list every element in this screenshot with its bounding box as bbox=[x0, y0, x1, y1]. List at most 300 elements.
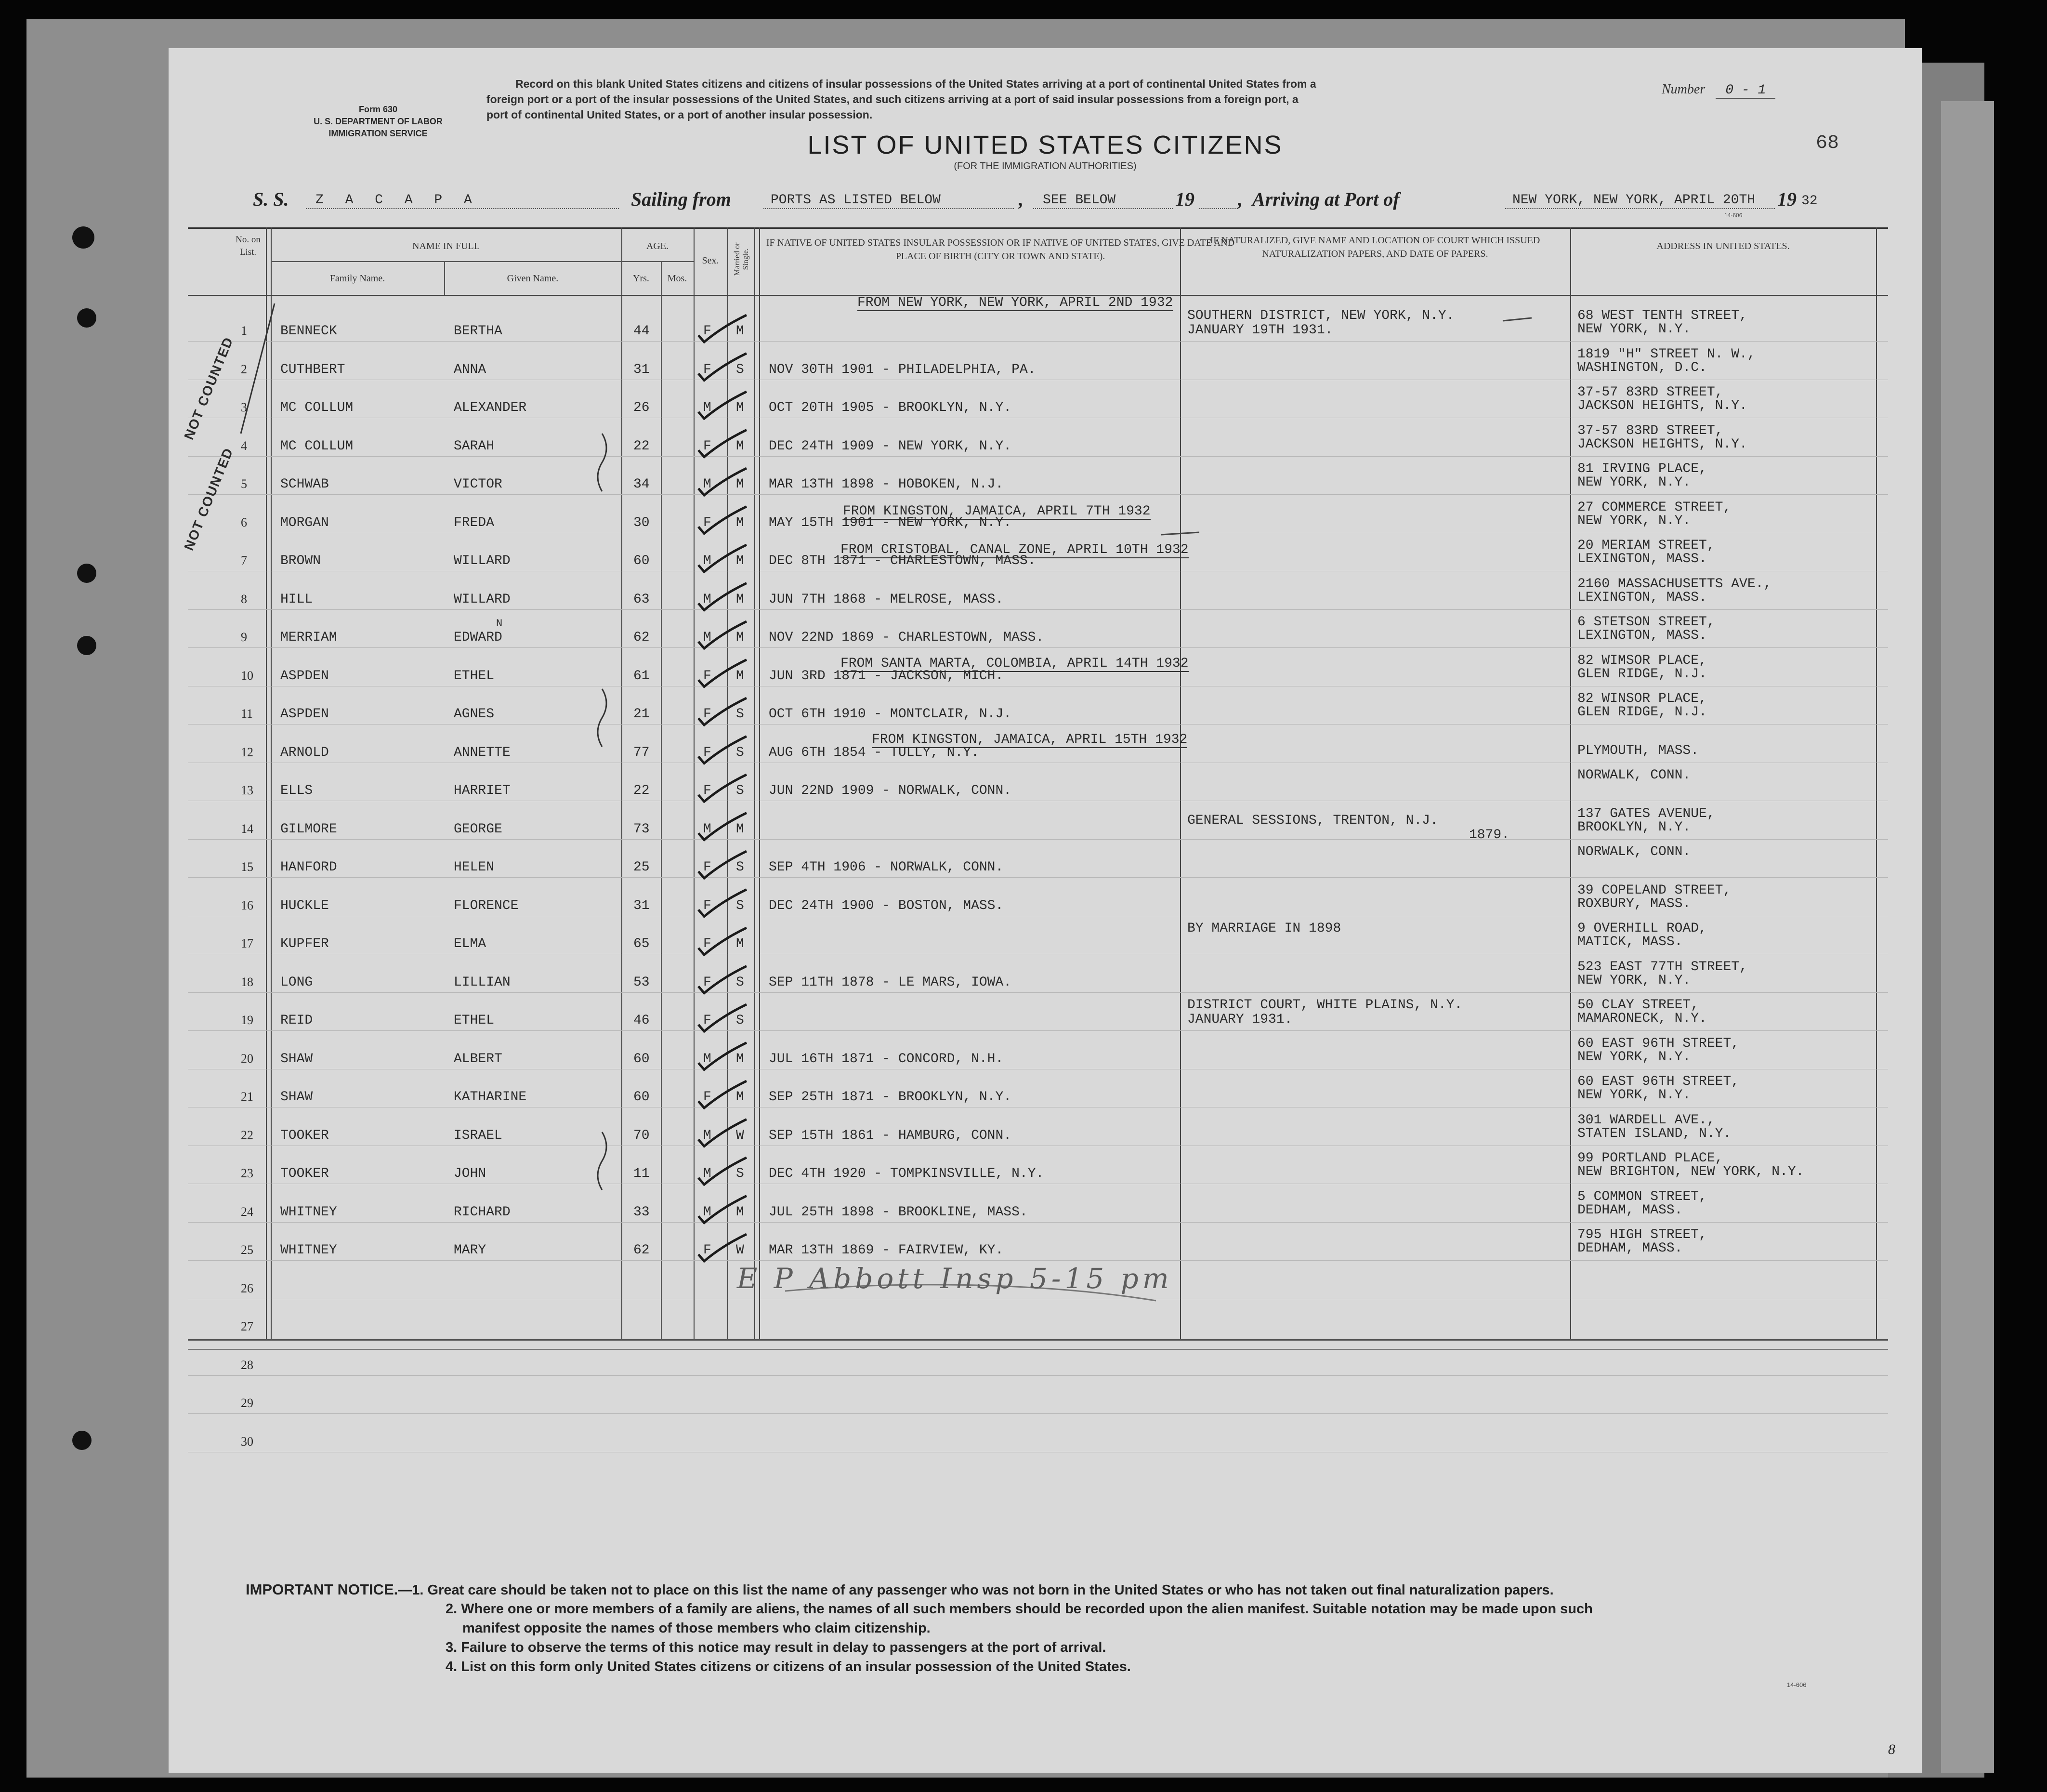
binder-hole bbox=[77, 308, 96, 328]
sex: M bbox=[703, 1128, 711, 1143]
row-number: 21 bbox=[241, 1090, 253, 1104]
given-name: WILLARD bbox=[454, 553, 511, 568]
important-notice: IMPORTANT NOTICE.—1. Great care should be taken not to place on this list the name of any passenger who was not born in the United States or who has not taken out final naturalization papers. 2. Where one or more members of a family are aliens, the names of all such members should be recorded upon the alien manifest. Suitable notation may be made upon such manifest opposite the names of those members who claim citizenship. 3. Failure to observe the terms of this notice may result in delay to passengers at the port of arrival. 4. List on this form only United States citizens or citizens of an insular possession of the United States. bbox=[246, 1581, 1593, 1674]
family-name: HILL bbox=[280, 592, 313, 607]
naturalization-date: JANUARY 1931. bbox=[1187, 1012, 1293, 1027]
marital-status: W bbox=[736, 1243, 744, 1258]
sex: F bbox=[703, 745, 711, 760]
row-number: 17 bbox=[241, 936, 253, 950]
birth-date-place: MAR 13TH 1869 - FAIRVIEW, KY. bbox=[769, 1243, 1004, 1258]
check-marks bbox=[698, 315, 747, 1261]
age-years: 77 bbox=[633, 745, 650, 760]
instructions: Record on this blank United States citizens and citizens of insular possessions of the United States arriving at a port of continental United States from a foreign port or a port of the insular possessions of the United States, and such citizens arriving at a port of said insular possessions from a foreign port, a port of continental United States, or a port of another insular possession. bbox=[486, 78, 1316, 121]
address-city: NEW YORK, N.Y. bbox=[1577, 475, 1691, 490]
address-city: GLEN RIDGE, N.J. bbox=[1577, 705, 1707, 720]
row-number: 15 bbox=[241, 860, 253, 874]
marital-status: M bbox=[736, 553, 744, 568]
check-mark bbox=[698, 660, 747, 687]
given-name: VICTOR bbox=[454, 477, 502, 492]
sex: M bbox=[703, 1166, 711, 1181]
arrival-port: NEW YORK, NEW YORK, APRIL 20TH bbox=[1512, 193, 1756, 208]
age-years: 63 bbox=[633, 592, 650, 607]
marital-status: S bbox=[736, 362, 744, 377]
birth-date-place: DEC 24TH 1909 - NEW YORK, N.Y. bbox=[769, 438, 1012, 454]
birth-date-place: DEC 8TH 1871 - CHARLESTOWN, MASS. bbox=[769, 553, 1036, 568]
sex: M bbox=[703, 553, 711, 568]
row-number: 24 bbox=[241, 1204, 253, 1219]
naturalization-court: SOUTHERN DISTRICT, NEW YORK, N.Y. bbox=[1187, 308, 1455, 323]
notice-code: 14-606 bbox=[1787, 1681, 1807, 1688]
row-number: 26 bbox=[241, 1281, 253, 1295]
address-street: 1819 "H" STREET N. W., bbox=[1577, 346, 1756, 362]
marital-status: S bbox=[736, 898, 744, 913]
check-mark bbox=[698, 315, 747, 342]
row-number: 22 bbox=[241, 1128, 253, 1142]
sex: F bbox=[703, 936, 711, 951]
marital-status: M bbox=[736, 630, 744, 645]
check-mark bbox=[698, 813, 747, 840]
sex: F bbox=[703, 975, 711, 990]
birth-date-place: SEP 11TH 1878 - LE MARS, IOWA. bbox=[769, 975, 1012, 990]
marital-status: S bbox=[736, 1013, 744, 1028]
birth-date-place: SEP 15TH 1861 - HAMBURG, CONN. bbox=[769, 1128, 1012, 1143]
address-street: 2160 MASSACHUSETTS AVE., bbox=[1577, 576, 1772, 592]
binder-hole bbox=[77, 636, 96, 655]
check-mark bbox=[698, 583, 747, 610]
row-number: 5 bbox=[241, 477, 247, 491]
check-mark bbox=[698, 1158, 747, 1185]
address-street: 68 WEST TENTH STREET, bbox=[1577, 308, 1747, 323]
naturalization-court: GENERAL SESSIONS, TRENTON, N.J. bbox=[1187, 813, 1438, 828]
check-mark bbox=[698, 698, 747, 725]
marital-status: M bbox=[736, 400, 744, 415]
age-years: 25 bbox=[633, 860, 650, 875]
row-number: 9 bbox=[241, 630, 247, 644]
birth-date-place: MAR 13TH 1898 - HOBOKEN, N.J. bbox=[769, 477, 1004, 492]
address-city: MAMARONECK, N.Y. bbox=[1577, 1011, 1707, 1026]
address-street: 82 WINSOR PLACE, bbox=[1577, 691, 1707, 706]
given-name: ANNETTE bbox=[454, 745, 511, 760]
marital-status: M bbox=[736, 936, 744, 951]
check-mark bbox=[698, 851, 747, 878]
age-years: 53 bbox=[633, 975, 650, 990]
given-name: SARAH bbox=[454, 438, 495, 454]
family-name: ASPDEN bbox=[280, 668, 329, 684]
check-mark bbox=[698, 392, 747, 419]
address-city: DEDHAM, MASS. bbox=[1577, 1241, 1683, 1256]
age-years: 33 bbox=[633, 1204, 650, 1220]
binder-hole bbox=[72, 1431, 92, 1450]
arrow-mark bbox=[1503, 318, 1532, 321]
family-name: REID bbox=[280, 1013, 313, 1028]
row-number: 13 bbox=[241, 783, 253, 797]
header-family-name: Family Name. bbox=[329, 273, 385, 284]
header-sex: Sex. bbox=[702, 255, 719, 266]
sex: F bbox=[703, 362, 711, 377]
row-number: 19 bbox=[241, 1013, 253, 1027]
marital-status: S bbox=[736, 860, 744, 875]
sex: F bbox=[703, 438, 711, 454]
sailing-date: SEE BELOW bbox=[1043, 193, 1116, 208]
given-name: HELEN bbox=[454, 860, 495, 875]
address-street: NORWALK, CONN. bbox=[1577, 844, 1691, 859]
header-address: ADDRESS IN UNITED STATES. bbox=[1656, 241, 1790, 251]
marital-status: M bbox=[736, 438, 744, 454]
given-name: ALBERT bbox=[454, 1051, 502, 1067]
given-name: GEORGE bbox=[454, 821, 502, 837]
check-mark bbox=[698, 1004, 747, 1031]
sex: M bbox=[703, 821, 711, 837]
marital-status: M bbox=[736, 324, 744, 339]
family-name: GILMORE bbox=[280, 821, 337, 837]
family-name: ARNOLD bbox=[280, 745, 329, 760]
binder-hole bbox=[72, 226, 94, 249]
sex: F bbox=[703, 324, 711, 339]
row-number: 12 bbox=[241, 745, 253, 759]
address-city: NEW YORK, N.Y. bbox=[1577, 1049, 1691, 1065]
birth-date-place: OCT 6TH 1910 - MONTCLAIR, N.J. bbox=[769, 707, 1012, 722]
family-name: WHITNEY bbox=[280, 1243, 337, 1258]
birth-date-place: NOV 22ND 1869 - CHARLESTOWN, MASS. bbox=[769, 630, 1044, 645]
sex: F bbox=[703, 668, 711, 684]
row-number: 25 bbox=[241, 1243, 253, 1257]
address-city: ROXBURY, MASS. bbox=[1577, 896, 1691, 911]
birth-date-place: JUN 7TH 1868 - MELROSE, MASS. bbox=[769, 592, 1004, 607]
check-mark bbox=[698, 430, 747, 457]
check-mark bbox=[698, 354, 747, 381]
section-kingston-15: FROM KINGSTON, JAMAICA, APRIL 15TH 1932 bbox=[872, 732, 1188, 747]
sex: F bbox=[703, 1243, 711, 1258]
naturalization-court: BY MARRIAGE IN 1898 bbox=[1187, 921, 1341, 936]
family-name: ASPDEN bbox=[280, 707, 329, 722]
address-street: 6 STETSON STREET, bbox=[1577, 615, 1715, 630]
sex: F bbox=[703, 515, 711, 530]
ship-name: Z A C A P A bbox=[315, 193, 479, 208]
department: U. S. DEPARTMENT OF LABOR bbox=[314, 117, 443, 126]
age-years: 31 bbox=[633, 898, 650, 913]
header-name-in-full: NAME IN FULL bbox=[412, 241, 480, 251]
family-name: CUTHBERT bbox=[280, 362, 345, 377]
address-city: NEW YORK, N.Y. bbox=[1577, 1088, 1691, 1103]
given-name: JOHN bbox=[454, 1166, 486, 1181]
family-name: BROWN bbox=[280, 553, 321, 568]
given-name: ALEXANDER bbox=[454, 400, 527, 415]
given-name: HARRIET bbox=[454, 783, 511, 798]
address-street: 137 GATES AVENUE, bbox=[1577, 806, 1715, 821]
given-name: ANNA bbox=[454, 362, 486, 377]
section-cristobal: FROM CRISTOBAL, CANAL ZONE, APRIL 10TH 1932 bbox=[840, 542, 1189, 557]
address-street: 50 CLAY STREET, bbox=[1577, 998, 1699, 1013]
header-yrs: Yrs. bbox=[633, 273, 649, 284]
header-no: No. on List. bbox=[236, 235, 261, 257]
inspector-signature: E P Abbott Insp 5-15 pm bbox=[737, 1262, 1173, 1295]
row-number: 4 bbox=[241, 438, 247, 453]
family-brace bbox=[598, 434, 606, 491]
address-street: 37-57 83RD STREET, bbox=[1577, 385, 1723, 400]
given-name: FREDA bbox=[454, 515, 495, 530]
given-name: EDWARD bbox=[454, 630, 502, 645]
row-number: 29 bbox=[241, 1396, 253, 1410]
sex: M bbox=[703, 1204, 711, 1220]
family-name: SCHWAB bbox=[280, 477, 329, 492]
birth-date-place: SEP 25TH 1871 - BROOKLYN, N.Y. bbox=[769, 1090, 1012, 1105]
marital-status: S bbox=[736, 745, 744, 760]
marital-status: S bbox=[736, 975, 744, 990]
page-number: 68 bbox=[1816, 132, 1839, 154]
family-name: HUCKLE bbox=[280, 898, 329, 913]
age-years: 26 bbox=[633, 400, 650, 415]
sex: M bbox=[703, 630, 711, 645]
age-years: 60 bbox=[633, 553, 650, 568]
row-number: 18 bbox=[241, 975, 253, 989]
sex: F bbox=[703, 860, 711, 875]
age-years: 65 bbox=[633, 936, 650, 951]
birth-date-place: AUG 6TH 1854 - TULLY, N.Y. bbox=[769, 745, 979, 760]
header-age: AGE. bbox=[646, 241, 669, 251]
service: IMMIGRATION SERVICE bbox=[328, 129, 428, 138]
form-sheet: Form 630 U. S. DEPARTMENT OF LABOR IMMIGRATION SERVICE Record on this blank United States citizens and citizens of insular possessions of the United States arriving at a port of continental United States from a foreign port or a port of the insular possessions of the United States, and such citizens arriving at a port of said insular possessions from a foreign port, a port of continental United States, or a port of another insular possession. Number 0 - 1 LIST OF UNITED STATES CITIZENS (FOR THE IMMIGRATION AUTHORITIES) 68 S. S. Z A C A P A Sailing from PORTS AS LISTED BELOW , SEE BELOW 19 , Arriving at Port of NEW YORK, NEW YORK, APRIL 20TH 19 32 14-606 No. on List. NAME IN FULL Family Name. Given Name. AGE. Yrs. Mos. Sex. Married or Single. IF NATIVE OF UNITED STATES INSULAR POSSESSION OR IF NATIVE OF UNITED STATES, GIVE DATE AND PLACE OF BIRTH (CITY OR TOWN AND STATE). IF NATURALIZED, GIVE NAME AND LOCATION OF COURT WHICH ISSUED NATURALIZATION PAPERS, AND DATE OF PAPERS. ADDRESS IN UNITED STATES. FROM NEW YORK, NEW YORK, APRIL 2ND 1932 FROM KINGSTON, JAMAICA, APRIL 7TH 1932 FROM CRISTOBAL, CANAL ZONE, APRIL 10TH 1932 FROM SANTA MARTA, COLOMBIA, APRIL 14TH 1932 FROM KINGSTON, JAMAICA, APRIL 15TH 1932 1 BENNECK BERTHA 44 F M SOUTHERN DISTRICT, NEW YORK, N.Y. JANUARY 19TH 1931. 68 WEST TENTH STREET, NEW YORK, N.Y. 2 CUTHBERT ANNA 31 F S NOV 30TH 1901 - PHILADELPHIA, PA. 1819 "H" STREET N. W., WASHINGTON, D.C. 3 MC COLLUM ALEXANDER 26 M M OCT 20TH 1905 - BROOKLYN, N.Y. 37-57 83RD STREET, JACKSON HEIGHTS, N.Y. 4 MC COLLUM SARAH 22 F M DEC 24TH 1909 - NEW YORK, N.Y. 37-57 83RD STREET, JACKSON HEIGHTS, N.Y. 5 SCHWAB VICTOR 34 M M MAR 13TH 1898 - HOBOKEN, N.J. 81 IRVING PLACE, NEW YORK, N.Y. 6 MORGAN FREDA 30 F M MAY 15TH 1901 - NEW YORK, N.Y. 27 COMMERCE STREET, NEW YORK, N.Y. 7 BROWN WILLARD 60 M M DEC 8TH 1871 - CHARLESTOWN, MASS. 20 MERIAM STREET, LEXINGTON, MASS. 8 HILL WILLARD 63 M M JUN 7TH 1868 - MELROSE, MASS. 2160 MASSACHUSETTS AVE., LEXINGTON, MASS. 9 MERRIAM EDWARD 62 M M NOV 22ND 1869 - CHARLESTOWN, MASS. N 6 STETSON STREET, LEXINGTON, MASS. 10 ASPDEN ETHEL 61 F M JUN 3RD 1871 - JACKSON, MICH. 82 WIMSOR PLACE, GLEN RIDGE, N.J. 11 ASPDEN AGNES 21 F S OCT 6TH 1910 - MONTCLAIR, N.J. 82 WINSOR PLACE, GLEN RIDGE, N.J. 12 ARNOLD ANNETTE 77 F S AUG 6TH 1854 - TULLY, N.Y. PLYMOUTH, MASS. 13 ELLS HARRIET 22 F S JUN 22ND 1909 - NORWALK, CONN. NORWALK, CONN. 14 GILMORE GEORGE 73 M M GENERAL SESSIONS, TRENTON, N.J. 1879. 137 GATES AVENUE, BROOKLYN, N.Y. 15 HANFORD HELEN 25 F S SEP 4TH 1906 - NORWALK, CONN. NORWALK, CONN. 16 HUCKLE FLORENCE 31 F S DEC 24TH 1900 - BOSTON, MASS. 39 COPELAND STREET, ROXBURY, MASS. 17 KUPFER ELMA 65 F M BY MARRIAGE IN 1898 9 OVERHILL ROAD, MATICK, MASS. 18 LONG LILLIAN 53 F S SEP 11TH 1878 - LE MARS, IOWA. 523 EAST 77TH STREET, NEW YORK, N.Y. 19 REID ETHEL 46 F S DISTRICT COURT, WHITE PLAINS, N.Y. JANUARY 1931. 50 CLAY STREET, MAMARONECK, N.Y. 20 SHAW ALBERT 60 M M JUL 16TH 1871 - CONCORD, N.H. 60 EAST 96TH STREET, NEW YORK, N.Y. 21 SHAW KATHARINE 60 F M SEP 25TH 1871 - BROOKLYN, N.Y. 60 EAST 96TH STREET, NEW YORK, N.Y. 22 TOOKER ISRAEL 70 M W SEP 15TH 1861 - HAMBURG, CONN. 301 WARDELL AVE., STATEN ISLAND, N.Y. 23 TOOKER JOHN 11 M S DEC 4TH 1920 - TOMPKINSVILLE, N.Y. 99 PORTLAND PLACE, NEW BRIGHTON, NEW YORK, N.Y. 24 WHITNEY RICHARD 33 M M JUL 25TH 1898 - BROOKLINE, MASS. 5 COMMON STREET, DEDHAM, MASS. 25 WHITNEY MARY 62 F W MAR 13TH 1869 - FAIRVIEW, KY. 795 HIGH STREET, DEDHAM, MASS. 26 27 28 29 30 NOT COUNTED NOT COUNTED E P Abbott Insp 5-15 pm IMPORTANT NOTICE.—1. Great care should be taken not to place on this list the name of any passenger who was not born in the United States or who has not taken out final naturalization papers. 2. Where one or more members of a family are aliens, the names of all such members should be recorded upon the alien manifest. Suitable notation may be made upon such manifest opposite the names of those members who claim citizenship. 3. Failure to observe the terms of this notice may result in delay to passengers at the port of arrival. 4. List on this form only United States citizens or citizens of an insular possession of the United States. 14-606 8 bbox=[169, 48, 1922, 1773]
family-name: SHAW bbox=[280, 1051, 313, 1067]
section-kingston-7: FROM KINGSTON, JAMAICA, APRIL 7TH 1932 bbox=[843, 504, 1151, 519]
age-years: 60 bbox=[633, 1090, 650, 1105]
age-years: 44 bbox=[633, 324, 650, 339]
row-number: 30 bbox=[241, 1434, 253, 1449]
address-city: GLEN RIDGE, N.J. bbox=[1577, 666, 1707, 682]
row-number: 6 bbox=[241, 515, 247, 529]
check-mark bbox=[698, 1196, 747, 1223]
address-street: NORWALK, CONN. bbox=[1577, 768, 1691, 783]
address-city: DEDHAM, MASS. bbox=[1577, 1202, 1683, 1218]
bracket-mark bbox=[241, 303, 275, 434]
marital-status: M bbox=[736, 1204, 744, 1220]
form-number: Form 630 bbox=[358, 105, 398, 114]
family-name: MC COLLUM bbox=[280, 438, 354, 454]
address-street: 27 COMMERCE STREET, bbox=[1577, 500, 1732, 515]
birth-date-place: NOV 30TH 1901 - PHILADELPHIA, PA. bbox=[769, 362, 1036, 377]
address-street: 523 EAST 77TH STREET, bbox=[1577, 959, 1747, 975]
marital-status: S bbox=[736, 783, 744, 798]
address-street: 60 EAST 96TH STREET, bbox=[1577, 1036, 1740, 1051]
row-number: 16 bbox=[241, 898, 253, 912]
family-name: WHITNEY bbox=[280, 1204, 337, 1220]
row-number: 10 bbox=[241, 668, 253, 683]
sex: M bbox=[703, 592, 711, 607]
address-city: NEW YORK, N.Y. bbox=[1577, 513, 1691, 528]
page-subtitle: (FOR THE IMMIGRATION AUTHORITIES) bbox=[954, 161, 1137, 171]
age-years: 21 bbox=[633, 707, 650, 722]
given-name: WILLARD bbox=[454, 592, 511, 607]
given-name: FLORENCE bbox=[454, 898, 519, 913]
naturalization-court: DISTRICT COURT, WHITE PLAINS, N.Y. bbox=[1187, 998, 1463, 1013]
sex: M bbox=[703, 1051, 711, 1067]
check-mark bbox=[698, 890, 747, 917]
address-city: LEXINGTON, MASS. bbox=[1577, 628, 1707, 643]
check-mark bbox=[698, 737, 747, 764]
check-mark bbox=[698, 1081, 747, 1108]
given-name: LILLIAN bbox=[454, 975, 511, 990]
family-name: TOOKER bbox=[280, 1166, 329, 1181]
binder-hole bbox=[77, 564, 96, 583]
not-counted-stamp: NOT COUNTED bbox=[181, 334, 236, 442]
header-native: IF NATIVE OF UNITED STATES INSULAR POSSESSION OR IF NATIVE OF UNITED STATES, GIVE DATE AND PLACE OF BIRTH (CITY OR TOWN AND STATE). bbox=[766, 237, 1235, 262]
row-number: 7 bbox=[241, 553, 247, 567]
age-years: 22 bbox=[633, 438, 650, 454]
marital-status: M bbox=[736, 1090, 744, 1105]
given-name: ISRAEL bbox=[454, 1128, 502, 1143]
family-name: LONG bbox=[280, 975, 313, 990]
given-name: MARY bbox=[454, 1243, 486, 1258]
marital-status: W bbox=[736, 1128, 744, 1143]
row-number: 28 bbox=[241, 1357, 253, 1372]
check-mark bbox=[698, 775, 747, 802]
birth-date-place: SEP 4TH 1906 - NORWALK, CONN. bbox=[769, 860, 1004, 875]
row-number: 23 bbox=[241, 1166, 253, 1180]
address-street: 99 PORTLAND PLACE, bbox=[1577, 1151, 1723, 1166]
address-city: NEW YORK, N.Y. bbox=[1577, 973, 1691, 988]
family-name: SHAW bbox=[280, 1090, 313, 1105]
family-name: MERRIAM bbox=[280, 630, 337, 645]
check-mark bbox=[698, 1120, 747, 1146]
row-number: 2 bbox=[241, 362, 247, 376]
naturalization-date: 1879. bbox=[1469, 827, 1510, 843]
family-name: MC COLLUM bbox=[280, 400, 354, 415]
address-street: 301 WARDELL AVE., bbox=[1577, 1112, 1715, 1128]
check-mark bbox=[698, 468, 747, 495]
sailing-from: PORTS AS LISTED BELOW bbox=[771, 193, 941, 208]
birth-date-place: DEC 24TH 1900 - BOSTON, MASS. bbox=[769, 898, 1004, 913]
marital-status: M bbox=[736, 592, 744, 607]
family-name: ELLS bbox=[280, 783, 313, 798]
check-mark bbox=[698, 966, 747, 993]
age-years: 22 bbox=[633, 783, 650, 798]
address-city: JACKSON HEIGHTS, N.Y. bbox=[1577, 436, 1747, 452]
address-city: NEW YORK, N.Y. bbox=[1577, 322, 1691, 337]
age-years: 30 bbox=[633, 515, 650, 530]
address-street: 20 MERIAM STREET, bbox=[1577, 538, 1715, 553]
check-mark bbox=[698, 1043, 747, 1070]
address-city: NEW BRIGHTON, NEW YORK, N.Y. bbox=[1577, 1164, 1804, 1179]
age-years: 11 bbox=[633, 1166, 650, 1181]
list-number: Number 0 - 1 bbox=[1662, 82, 1775, 98]
header-mos: Mos. bbox=[667, 273, 687, 284]
birth-date-place: DEC 4TH 1920 - TOMPKINSVILLE, N.Y. bbox=[769, 1166, 1044, 1181]
address-street: 39 COPELAND STREET, bbox=[1577, 883, 1732, 898]
sex: F bbox=[703, 1013, 711, 1028]
family-brace bbox=[598, 689, 606, 747]
address-street: 81 IRVING PLACE, bbox=[1577, 461, 1707, 476]
age-years: 34 bbox=[633, 477, 650, 492]
header-marital: Married or Single. bbox=[733, 242, 750, 276]
birth-date-place: JUL 25TH 1898 - BROOKLINE, MASS. bbox=[769, 1204, 1028, 1220]
row-number: 20 bbox=[241, 1051, 253, 1066]
check-mark bbox=[698, 545, 747, 572]
given-name: ETHEL bbox=[454, 668, 495, 684]
birth-date-place: JUN 22ND 1909 - NORWALK, CONN. bbox=[769, 783, 1012, 798]
address-city: WASHINGTON, D.C. bbox=[1577, 360, 1707, 375]
family-name: TOOKER bbox=[280, 1128, 329, 1143]
address-city: STATEN ISLAND, N.Y. bbox=[1577, 1126, 1732, 1141]
check-mark bbox=[698, 1234, 747, 1261]
family-name: KUPFER bbox=[280, 936, 329, 951]
age-years: 31 bbox=[633, 362, 650, 377]
address-city: LEXINGTON, MASS. bbox=[1577, 590, 1707, 605]
given-name: AGNES bbox=[454, 707, 495, 722]
address-city: LEXINGTON, MASS. bbox=[1577, 552, 1707, 567]
page-title: LIST OF UNITED STATES CITIZENS bbox=[807, 131, 1283, 159]
marital-status: M bbox=[736, 477, 744, 492]
check-mark bbox=[698, 507, 747, 534]
sex: F bbox=[703, 783, 711, 798]
marital-status: M bbox=[736, 515, 744, 530]
sex: F bbox=[703, 1090, 711, 1105]
row-number: 27 bbox=[241, 1319, 253, 1333]
birth-date-place: JUN 3RD 1871 - JACKSON, MICH. bbox=[769, 668, 1004, 684]
family-name: MORGAN bbox=[280, 515, 329, 530]
arrow-mark bbox=[1161, 532, 1199, 535]
age-years: 73 bbox=[633, 821, 650, 837]
annotation-layer bbox=[169, 48, 1922, 1773]
address-street: 5 COMMON STREET, bbox=[1577, 1189, 1707, 1204]
sex: F bbox=[703, 898, 711, 913]
address-street: 9 OVERHILL ROAD, bbox=[1577, 921, 1707, 936]
address-street: 82 WIMSOR PLACE, bbox=[1577, 653, 1707, 668]
section-new-york: FROM NEW YORK, NEW YORK, APRIL 2ND 1932 bbox=[857, 295, 1173, 310]
age-years: 61 bbox=[633, 668, 650, 684]
header-given-name: Given Name. bbox=[507, 273, 559, 284]
sex: M bbox=[703, 477, 711, 492]
marital-status: S bbox=[736, 1166, 744, 1181]
age-years: 60 bbox=[633, 1051, 650, 1067]
address-street: 795 HIGH STREET, bbox=[1577, 1227, 1707, 1242]
sex: M bbox=[703, 400, 711, 415]
address-street: 60 EAST 96TH STREET, bbox=[1577, 1074, 1740, 1089]
given-name: RICHARD bbox=[454, 1204, 511, 1220]
given-name: ELMA bbox=[454, 936, 486, 951]
given-name: BERTHA bbox=[454, 324, 502, 339]
voyage-line: S. S. Z A C A P A Sailing from PORTS AS LISTED BELOW , SEE BELOW 19 , Arriving at Port of NEW YORK, NEW YORK, APRIL 20TH 19 32 bbox=[253, 188, 1818, 210]
row-number: 14 bbox=[241, 821, 253, 836]
given-name: ETHEL bbox=[454, 1013, 495, 1028]
marital-status: S bbox=[736, 707, 744, 722]
address-city: PLYMOUTH, MASS. bbox=[1577, 743, 1699, 758]
birth-date-place: OCT 20TH 1905 - BROOKLYN, N.Y. bbox=[769, 400, 1012, 415]
sheet-number: 8 bbox=[1888, 1741, 1895, 1757]
check-mark bbox=[698, 621, 747, 648]
row-number: 1 bbox=[241, 324, 247, 338]
row-number: 3 bbox=[241, 400, 247, 414]
age-years: 46 bbox=[633, 1013, 650, 1028]
back-page-right-2 bbox=[1941, 101, 1994, 1773]
row-number: 8 bbox=[241, 592, 247, 606]
birth-date-place: MAY 15TH 1901 - NEW YORK, N.Y. bbox=[769, 515, 1012, 530]
address-city: JACKSON HEIGHTS, N.Y. bbox=[1577, 398, 1747, 413]
marital-status: M bbox=[736, 668, 744, 684]
row-number: 11 bbox=[241, 707, 253, 721]
age-years: 62 bbox=[633, 630, 650, 645]
birth-date-place: JUL 16TH 1871 - CONCORD, N.H. bbox=[769, 1051, 1004, 1067]
given-name: KATHARINE bbox=[454, 1090, 527, 1105]
check-mark bbox=[698, 928, 747, 955]
marital-status: M bbox=[736, 1051, 744, 1067]
marital-status: M bbox=[736, 821, 744, 837]
address-city: MATICK, MASS. bbox=[1577, 935, 1683, 949]
not-counted-stamp: NOT COUNTED bbox=[181, 445, 236, 553]
section-santa-marta: FROM SANTA MARTA, COLOMBIA, APRIL 14TH 1932 bbox=[840, 656, 1189, 671]
age-years: 70 bbox=[633, 1128, 650, 1143]
address-street: 37-57 83RD STREET, bbox=[1577, 423, 1723, 438]
family-name: BENNECK bbox=[280, 324, 337, 339]
given-name-initial: N bbox=[496, 618, 503, 630]
